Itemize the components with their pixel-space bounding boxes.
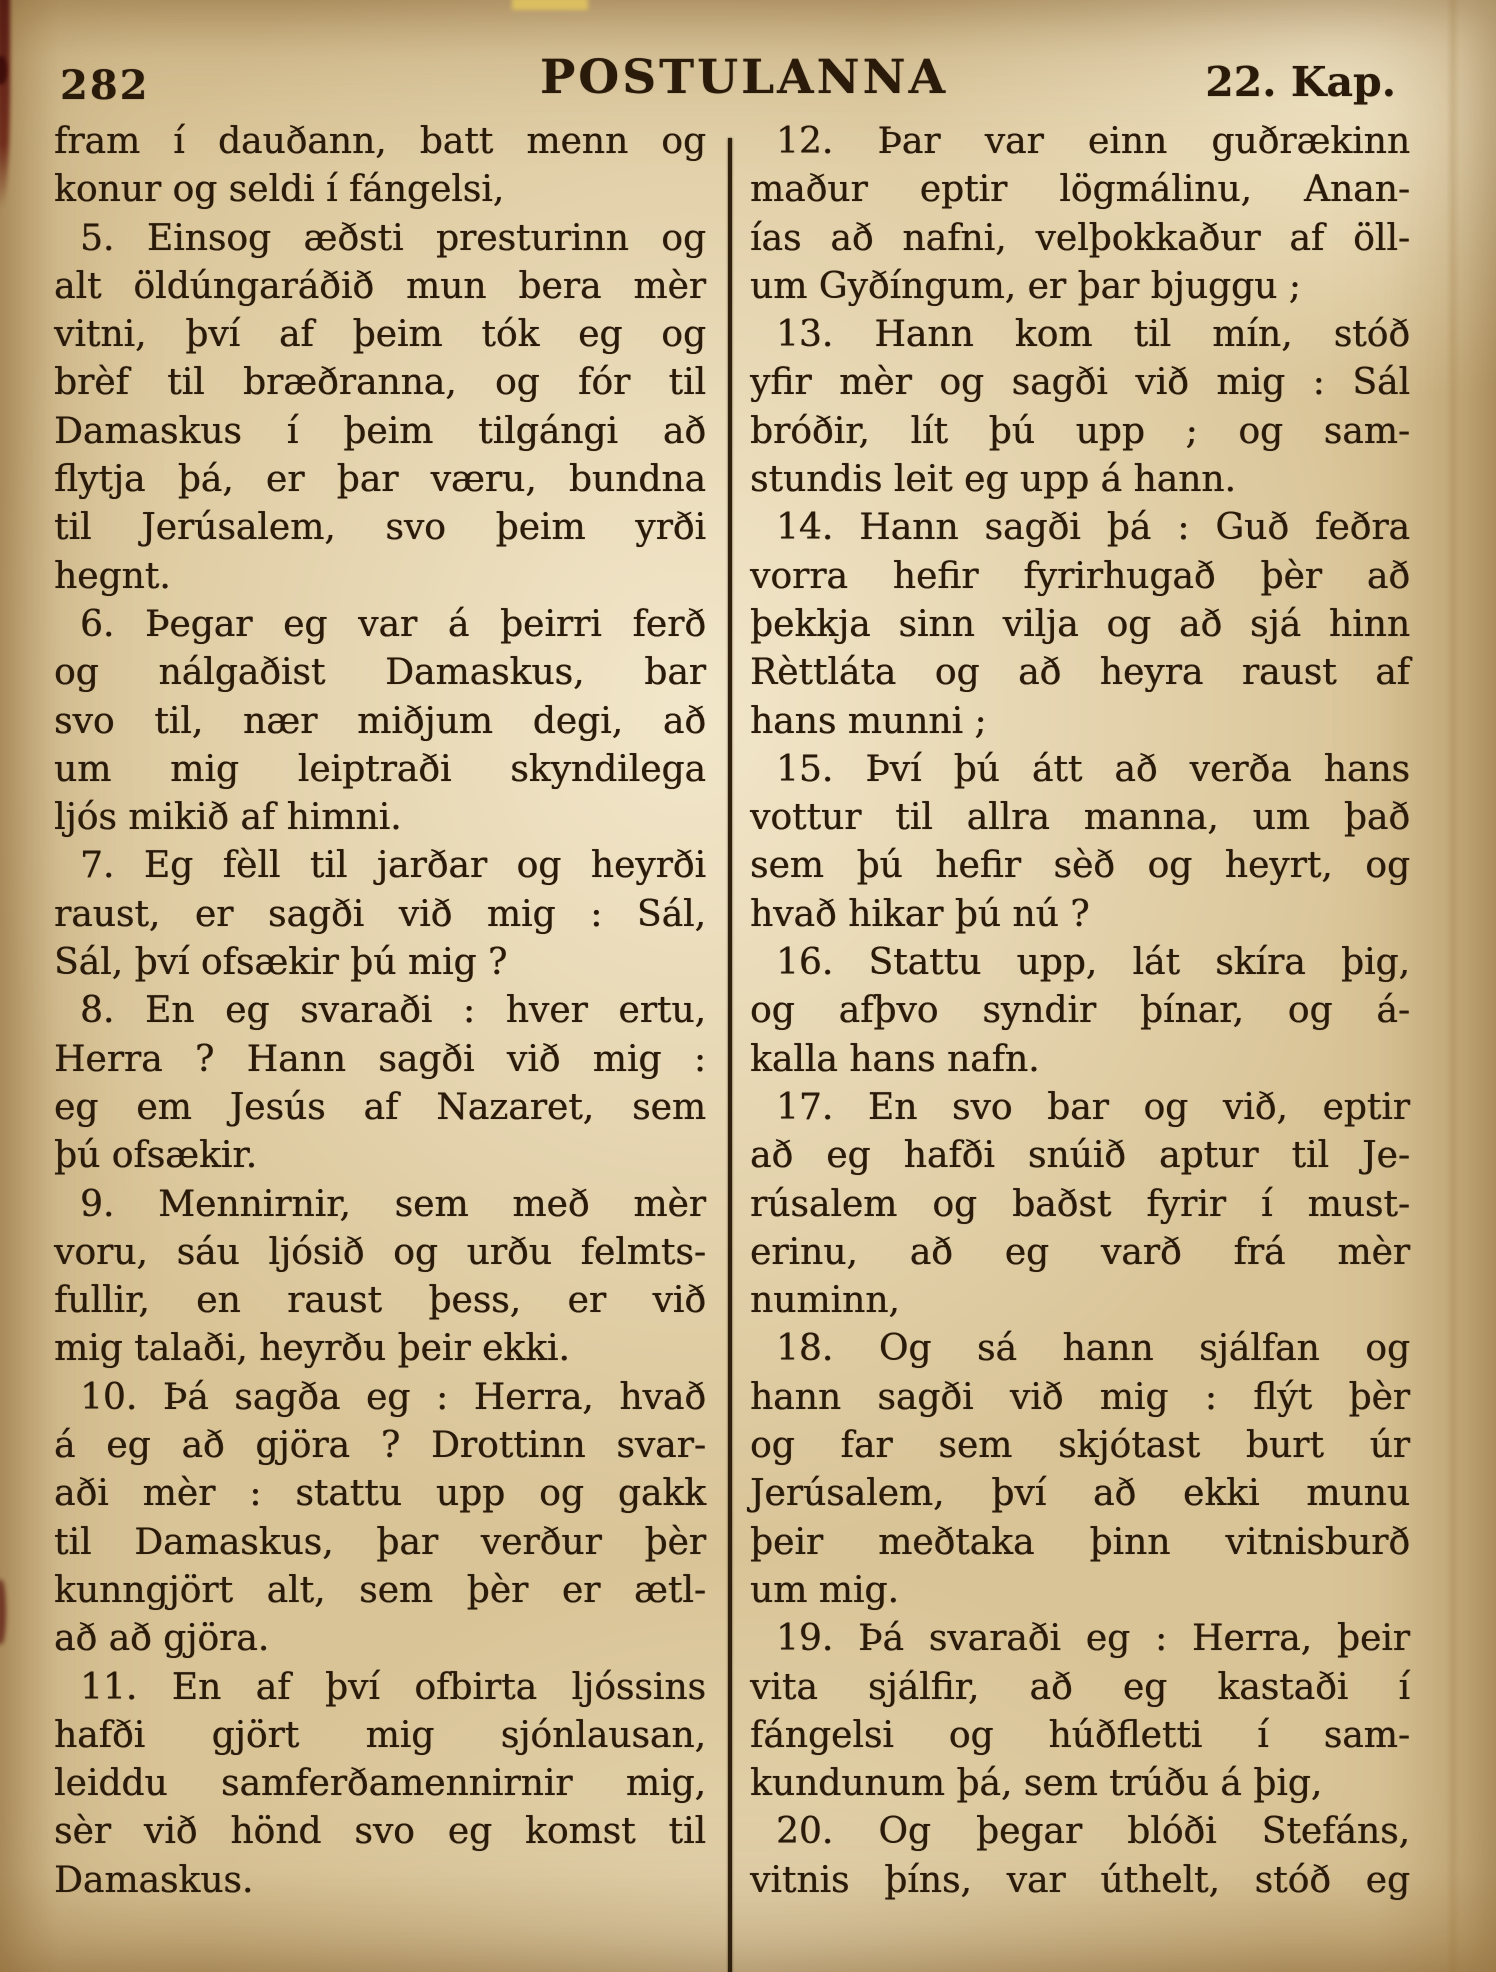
text-line: vitnis þíns, var úthelt, stóð eg xyxy=(750,1859,1410,1901)
text-line: 11. En af því ofbirta ljóssins xyxy=(80,1666,706,1708)
text-line: fángelsi og húðfletti í sam- xyxy=(750,1714,1410,1756)
text-line: fullir, en raust þess, er við xyxy=(54,1280,706,1322)
text-line: 14. Hann sagði þá : Guð feðra xyxy=(776,507,1410,549)
text-line: hvað hikar þú nú ? xyxy=(750,893,1090,935)
text-line: um mig. xyxy=(750,1569,899,1611)
text-line: vita sjálfir, að eg kastaði í xyxy=(750,1666,1410,1708)
verse xyxy=(54,601,706,842)
text-line: á eg að gjöra ? Drottinn svar- xyxy=(54,1425,706,1467)
text-line: og far sem skjótast burt úr xyxy=(750,1425,1410,1467)
text-line: kunngjört alt, sem þèr er ætl- xyxy=(54,1569,706,1611)
text-line: þú ofsækir. xyxy=(54,1135,258,1177)
text-line: fram í dauðann, batt menn og xyxy=(54,121,706,162)
text-line: og nálgaðist Damaskus, bar xyxy=(54,652,706,694)
text-line: og afþvo syndir þínar, og á- xyxy=(750,990,1410,1032)
text-line: til Damaskus, þar verður þèr xyxy=(54,1521,706,1563)
text-line: Damaskus í þeim tilgángi að xyxy=(54,410,706,452)
text-line: Herra ? Hann sagði við mig : xyxy=(54,1038,706,1080)
text-line: um Gyðíngum, er þar bjuggu ; xyxy=(750,265,1301,307)
text-line: að eg hafði snúið aptur til Je- xyxy=(750,1135,1410,1177)
verse xyxy=(750,118,1410,311)
left-column xyxy=(54,118,706,1905)
text-line: alt öldúngaráðið mun bera mèr xyxy=(54,265,706,307)
text-line: ljós mikið af himni. xyxy=(54,797,402,839)
text-line: eg em Jesús af Nazaret, sem xyxy=(54,1086,706,1128)
text-line: kalla hans nafn. xyxy=(750,1038,1040,1080)
text-line: vottur til allra manna, um það xyxy=(750,797,1410,839)
verse xyxy=(54,842,706,987)
right-column xyxy=(750,118,1410,1905)
page-crease xyxy=(1446,0,1460,1972)
text-line: sèr við hönd svo eg komst til xyxy=(54,1811,706,1853)
text-line: 10. Þá sagða eg : Herra, hvað xyxy=(80,1376,706,1418)
text-line: flytja þá, er þar væru, bundna xyxy=(54,459,706,501)
text-line: hegnt. xyxy=(54,555,171,597)
text-line: 6. Þegar eg var á þeirri ferð xyxy=(80,603,706,645)
text-line: 16. Stattu upp, lát skíra þig, xyxy=(776,942,1410,984)
text-line: 13. Hann kom til mín, stóð xyxy=(776,314,1410,356)
page-number: 282 xyxy=(60,62,150,109)
text-line: 17. En svo bar og við, eptir xyxy=(776,1086,1410,1128)
text-line: hann sagði við mig : flýt þèr xyxy=(750,1376,1410,1418)
text-line: 15. Því þú átt að verða hans xyxy=(776,748,1410,790)
text-line: svo til, nær miðjum degi, að xyxy=(54,700,706,742)
verse xyxy=(750,939,1410,1084)
text-line: konur og seldi í fángelsi, xyxy=(54,169,505,211)
text-line: 12. Þar var einn guðrækinn xyxy=(776,121,1410,162)
text-line: 9. Mennirnir, sem með mèr xyxy=(80,1183,706,1225)
text-line: rúsalem og baðst fyrir í must- xyxy=(750,1183,1410,1225)
verse xyxy=(54,215,706,601)
text-line: 18. Og sá hann sjálfan og xyxy=(776,1328,1410,1370)
text-line: vorra hefir fyrirhugað þèr að xyxy=(750,555,1410,597)
column-divider xyxy=(728,138,732,1972)
text-line: 5. Einsog æðsti presturinn og xyxy=(80,217,706,259)
chapter-label: 22. Kap. xyxy=(1205,58,1396,106)
verse xyxy=(54,987,706,1180)
text-line: 7. Eg fèll til jarðar og heyrði xyxy=(80,845,706,887)
text-line: erinu, að eg varð frá mèr xyxy=(750,1231,1410,1273)
text-line: Jerúsalem, því að ekki munu xyxy=(750,1473,1410,1515)
text-body xyxy=(54,118,1410,1972)
text-line: aði mèr : stattu upp og gakk xyxy=(54,1473,706,1515)
text-line: bróðir, lít þú upp ; og sam- xyxy=(750,410,1410,452)
verse xyxy=(54,1664,706,1905)
text-line: þeir meðtaka þinn vitnisburð xyxy=(750,1521,1410,1563)
text-line: leiddu samferðamennirnir mig, xyxy=(54,1763,706,1805)
text-line: voru, sáu ljósið og urðu felmts- xyxy=(54,1231,706,1273)
verse xyxy=(750,1084,1410,1325)
verse xyxy=(750,1615,1410,1808)
text-line: numinn, xyxy=(750,1280,900,1322)
text-line: maður eptir lögmálinu, Anan- xyxy=(750,169,1410,211)
verse xyxy=(750,311,1410,504)
text-line: þekkja sinn vilja og að sjá hinn xyxy=(750,603,1410,645)
verse xyxy=(750,1325,1410,1615)
verse xyxy=(750,1808,1410,1905)
verse xyxy=(54,1181,706,1374)
text-line: um mig leiptraði skyndilega xyxy=(54,748,706,790)
text-line: 20. Og þegar blóði Stefáns, xyxy=(776,1811,1410,1853)
text-line: mig talaði, heyrðu þeir ekki. xyxy=(54,1328,570,1370)
text-line: vitni, því af þeim tók eg og xyxy=(54,314,706,356)
text-line: sem þú hefir sèð og heyrt, og xyxy=(750,845,1410,887)
verse xyxy=(750,504,1410,745)
text-line: hafði gjört mig sjónlausan, xyxy=(54,1714,706,1756)
text-line: til Jerúsalem, svo þeim yrði xyxy=(54,507,706,549)
text-line: ías að nafni, velþokkaður af öll- xyxy=(750,217,1410,259)
text-line: stundis leit eg upp á hann. xyxy=(750,459,1236,501)
verse xyxy=(54,118,706,215)
verse xyxy=(750,746,1410,939)
text-line: Sál, því ofsækir þú mig ? xyxy=(54,942,508,984)
text-line: hans munni ; xyxy=(750,700,987,742)
page-edge-smudge xyxy=(0,1580,6,1644)
running-head xyxy=(0,0,1496,120)
text-line: brèf til bræðranna, og fór til xyxy=(54,362,706,404)
text-line: kundunum þá, sem trúðu á þig, xyxy=(750,1763,1323,1805)
text-line: 8. En eg svaraði : hver ertu, xyxy=(80,990,706,1032)
text-line: að að gjöra. xyxy=(54,1618,270,1660)
text-line: raust, er sagði við mig : Sál, xyxy=(54,893,706,935)
text-line: yfir mèr og sagði við mig : Sál xyxy=(750,362,1410,404)
book-title: POSTULANNA xyxy=(539,50,949,105)
text-line: 19. Þá svaraði eg : Herra, þeir xyxy=(776,1618,1410,1660)
text-line: Damaskus. xyxy=(54,1859,254,1901)
verse xyxy=(54,1374,706,1664)
text-line: Rèttláta og að heyra raust af xyxy=(750,652,1410,694)
